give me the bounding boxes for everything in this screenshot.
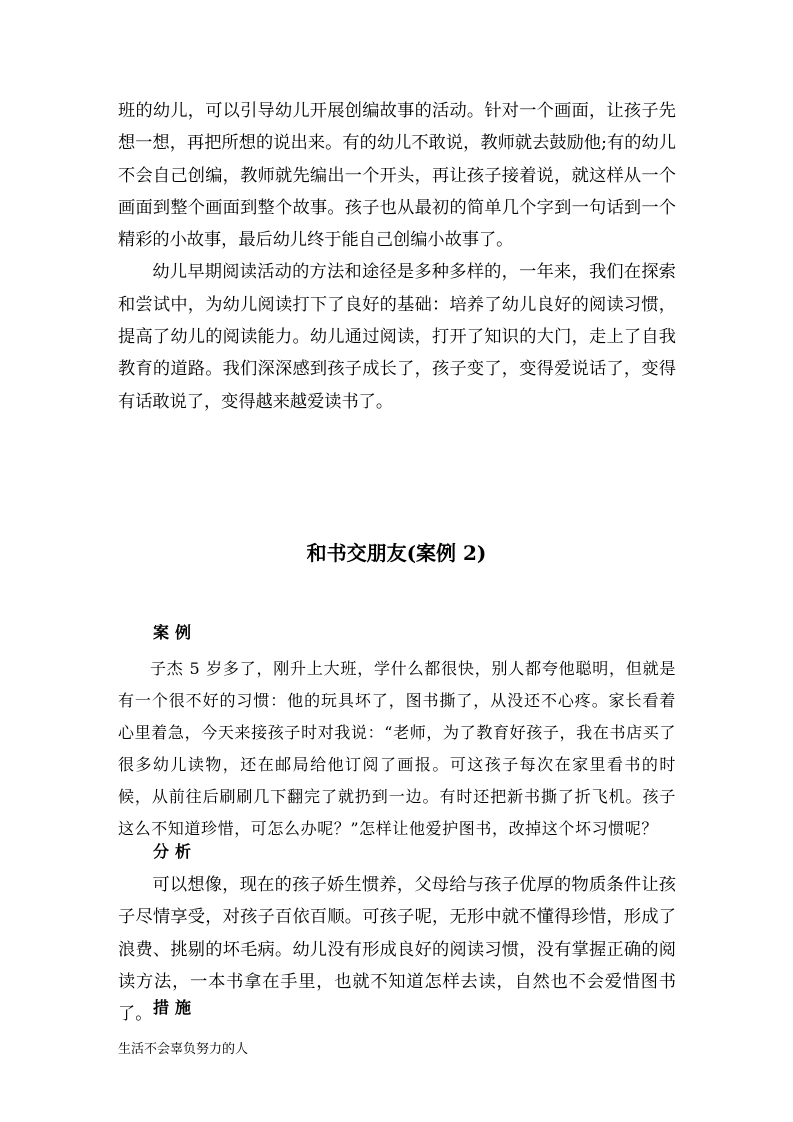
intro-section bbox=[118, 95, 676, 418]
measures-heading: 措施 bbox=[153, 998, 198, 1017]
page-footer: 生活不会辜负努力的人 bbox=[118, 1042, 249, 1057]
analysis-heading: 分析 bbox=[153, 842, 198, 861]
analysis-paragraph: 可以想像，现在的孩子娇生惯养，父母给与孩子优厚的物质条件让孩子尽情享受，对孩子百依百顺。可孩子呢，无形中就不懂得珍惜，形成了浪费、挑剔的坏毛病。幼儿没有形成良好的阅读习惯，没有掌握正确的阅读方法，一本书拿在手里，也就不知道怎样去读，自然也不会爱惜图书了。 bbox=[118, 875, 676, 1025]
case-paragraph: 子杰 5 岁多了，刚升上大班，学什么都很快，别人都夸他聪明，但就是有一个很不好的习惯：他的玩具坏了，图书撕了，从没还不心疼。家长看着心里着急，今天来接孩子时对我说：“老师，为了教育好孩子，我在书店买了很多幼儿读物，还在邮局给他订阅了画报。可这孩子每次在家里看书的时候，从前往后刷刷几下翻完了就扔到一边。有时还把新书撕了折飞机。孩子这么不知道珍惜，可怎么办呢？”怎样让他爱护图书，改掉这个坏习惯呢？ bbox=[118, 659, 676, 838]
page-title: 和书交朋友(案例 2) bbox=[306, 541, 487, 565]
paragraph-reading-summary: 幼儿早期阅读活动的方法和途径是多种多样的，一年来，我们在探索和尝试中，为幼儿阅读打下了良好的基础：培养了幼儿良好的阅读习惯，提高了幼儿的阅读能力。幼儿通过阅读，打开了知识的大门，走上了自我教育的道路。我们深深感到孩子成长了，孩子变了，变得爱说话了，变得有话敢说了，变得越来越爱读书了。 bbox=[118, 262, 676, 412]
paragraph-creative-stories: 班的幼儿，可以引导幼儿开展创编故事的活动。针对一个画面，让孩子先想一想，再把所想的说出来。有的幼儿不敢说，教师就去鼓励他;有的幼儿不会自己创编，教师就先编出一个开头，再让孩子接着说，就这样从一个画面到整个画面到整个故事。孩子也从最初的简单几个字到一句话到一个精彩的小故事，最后幼儿终于能自己创编小故事了。 bbox=[118, 101, 676, 251]
case-heading: 案例 bbox=[153, 623, 198, 642]
